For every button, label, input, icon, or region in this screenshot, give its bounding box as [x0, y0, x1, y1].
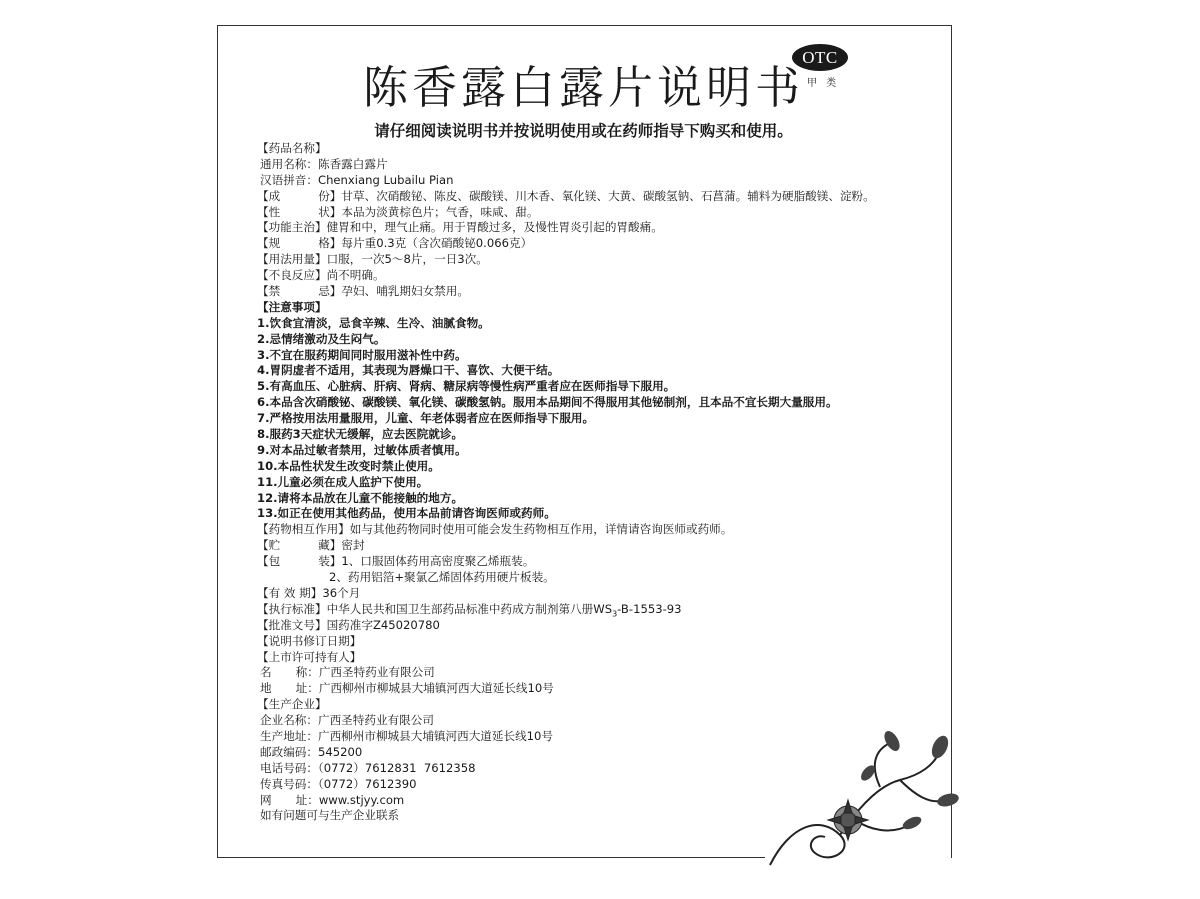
precautions-heading: 【注意事项】	[257, 299, 327, 314]
precaution-item: 2.忌情绪激动及生闷气。	[257, 331, 386, 346]
precaution-item: 1.饮食宜清淡，忌食辛辣、生冷、油腻食物。	[257, 315, 490, 330]
indication-row: 【功能主治】健胃和中，理气止痛。用于胃酸过多，及慢性胃炎引起的胃酸痛。	[257, 220, 663, 235]
precaution-item: 4.胃阴虚者不适用，其表现为唇燥口干、喜饮、大便干结。	[257, 363, 560, 378]
spec-row: 【规 格】每片重0.3克（含次硝酸铋0.066克）	[257, 236, 533, 251]
bottom-rule	[217, 857, 765, 858]
revision-row: 【说明书修订日期】	[257, 633, 362, 648]
precaution-item: 8.服药3天症状无缓解，应去医院就诊。	[257, 427, 464, 442]
contraindication-row: 【禁 忌】孕妇、哺乳期妇女禁用。	[257, 284, 469, 299]
otc-badge: OTC	[792, 44, 848, 71]
manufacturer-address-row: 生产地址：广西柳州市柳城县大埔镇河西大道延长线10号	[260, 728, 554, 743]
ingredients-row: 【成 份】甘草、次硝酸铋、陈皮、碳酸镁、川木香、氧化镁、大黄、碳酸氢钠、石菖蒲。辅料为硬脂酸镁、淀粉。	[257, 188, 875, 203]
precaution-item: 13.如正在使用其他药品，使用本品前请咨询医师或药师。	[257, 506, 556, 521]
storage-row: 【贮 藏】密封	[257, 538, 365, 553]
website-link: www.stjyy.com	[318, 792, 405, 807]
otc-category: 甲 类	[807, 78, 840, 89]
generic-name-row: 通用名称：陈香露白露片	[260, 156, 388, 171]
character-row: 【性 状】本品为淡黄棕色片；气香，味咸、甜。	[257, 204, 539, 219]
zip-row: 邮政编码：545200	[260, 744, 363, 759]
precaution-item: 6.本品含次硝酸铋、碳酸镁、氧化镁、碳酸氢钠。服用本品期间不得服用其他铋制剂，且本品不宜长期大量服用。	[257, 395, 838, 410]
website-row: 网 址：www.stjyy.com	[260, 792, 405, 807]
package-row: 【包 装】1、口服固体药用高密度聚乙烯瓶装。	[257, 554, 535, 569]
holder-address-row: 地 址：广西柳州市柳城县大埔镇河西大道延长线10号	[260, 681, 554, 696]
precaution-item: 3.不宜在服药期间同时服用滋补性中药。	[257, 347, 467, 362]
precaution-item: 7.严格按用法用量服用，儿童、年老体弱者应在医师指导下服用。	[257, 411, 595, 426]
precaution-item: 12.请将本品放在儿童不能接触的地方。	[257, 490, 464, 505]
precaution-item: 11.儿童必须在成人监护下使用。	[257, 474, 429, 489]
approval-row: 【批准文号】国药准字Z45020780	[257, 617, 440, 632]
manufacturer-name-row: 企业名称：广西圣特药业有限公司	[260, 713, 434, 728]
precaution-item: 9.对本品过敏者禁用，过敏体质者慎用。	[257, 442, 467, 457]
package-row-2: 2、药用铝箔+聚氯乙烯固体药用硬片板装。	[329, 570, 555, 585]
fax-row: 传真号码：（0772）7612390	[260, 776, 417, 791]
tel-row: 电话号码：（0772）7612831 7612358	[260, 760, 476, 775]
dosage-row: 【用法用量】口服，一次5～8片，一日3次。	[257, 252, 488, 267]
holder-heading: 【上市许可持有人】	[257, 649, 362, 664]
pinyin-row: 汉语拼音：Chenxiang Lubailu Pian	[260, 172, 454, 187]
page-subtitle: 请仔细阅读说明书并按说明使用或在药师指导下购买和使用。	[374, 122, 793, 140]
drug-name-section: 【药品名称】	[257, 141, 327, 155]
generic-name: 陈香露白露片	[317, 156, 388, 171]
leaflet-content	[257, 141, 947, 824]
manufacturer-heading: 【生产企业】	[257, 697, 327, 712]
contact-note: 如有问题可与生产企业联系	[260, 808, 400, 823]
holder-name-row: 名 称：广西圣特药业有限公司	[260, 665, 435, 680]
page-title: 陈香露白露片说明书	[362, 61, 804, 114]
pinyin-name: Chenxiang Lubailu Pian	[317, 172, 454, 187]
precaution-item: 5.有高血压、心脏病、肝病、肾病、糖尿病等慢性病严重者应在医师指导下服用。	[257, 379, 676, 394]
adverse-row: 【不良反应】尚不明确。	[257, 268, 385, 283]
standard-row: 【执行标准】中华人民共和国卫生部药品标准中药成方制剂第八册$WS_3-B-1553-93$	[257, 601, 682, 619]
validity-row: 【有 效 期】36个月	[257, 585, 361, 600]
interaction-row: 【药物相互作用】如与其他药物同时使用可能会发生药物相互作用，详情请咨询医师或药师。	[257, 522, 733, 537]
precaution-item: 10.本品性状发生改变时禁止使用。	[257, 458, 440, 473]
floral-ornament	[760, 725, 960, 875]
